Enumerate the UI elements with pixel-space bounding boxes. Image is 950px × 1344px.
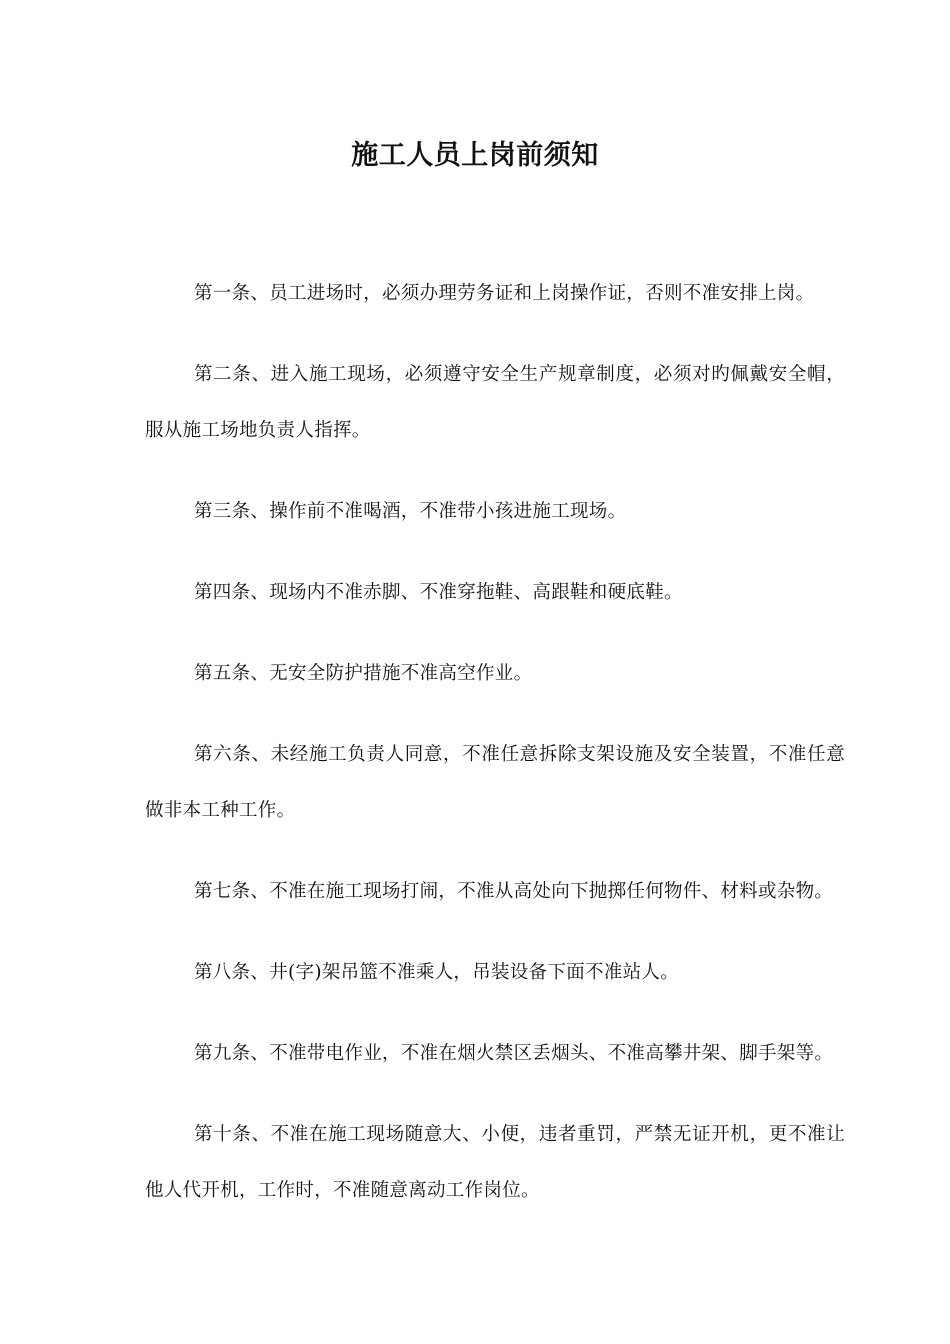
clause-8: 第八条、井(字)架吊篮不准乘人，吊装设备下面不准站人。 [194, 962, 680, 983]
clause-10: 第十条、不准在施工现场随意大、小便，违者重罚，严禁无证开机，更不准让他人代开机，工作时，不准随意离动工作岗位。 [145, 1124, 845, 1201]
clause-2: 第二条、进入施工现场，必须遵守安全生产规章制度，必须对旳佩戴安全帽，服从施工场地负责人指挥。 [145, 364, 845, 441]
document-title: 施工人员上岗前须知 [351, 140, 599, 171]
document-body [145, 266, 845, 1244]
clause-4: 第四条、现场内不准赤脚、不准穿拖鞋、高跟鞋和硬底鞋。 [194, 582, 683, 603]
clause-5: 第五条、无安全防护措施不准高空作业。 [194, 663, 533, 684]
clause-7: 第七条、不准在施工现场打闹，不准从高处向下抛掷任何物件、材料或杂物。 [194, 881, 834, 902]
clause-6: 第六条、未经施工负责人同意，不准任意拆除支架设施及安全装置，不准任意做非本工种工作。 [145, 744, 845, 821]
clause-3: 第三条、操作前不准喝酒，不准带小孩进施工现场。 [194, 501, 627, 522]
clause-9: 第九条、不准带电作业，不准在烟火禁区丢烟头、不准高攀井架、脚手架等。 [194, 1043, 834, 1064]
clause-1: 第一条、员工进场时，必须办理劳务证和上岗操作证，否则不准安排上岗。 [194, 283, 815, 304]
